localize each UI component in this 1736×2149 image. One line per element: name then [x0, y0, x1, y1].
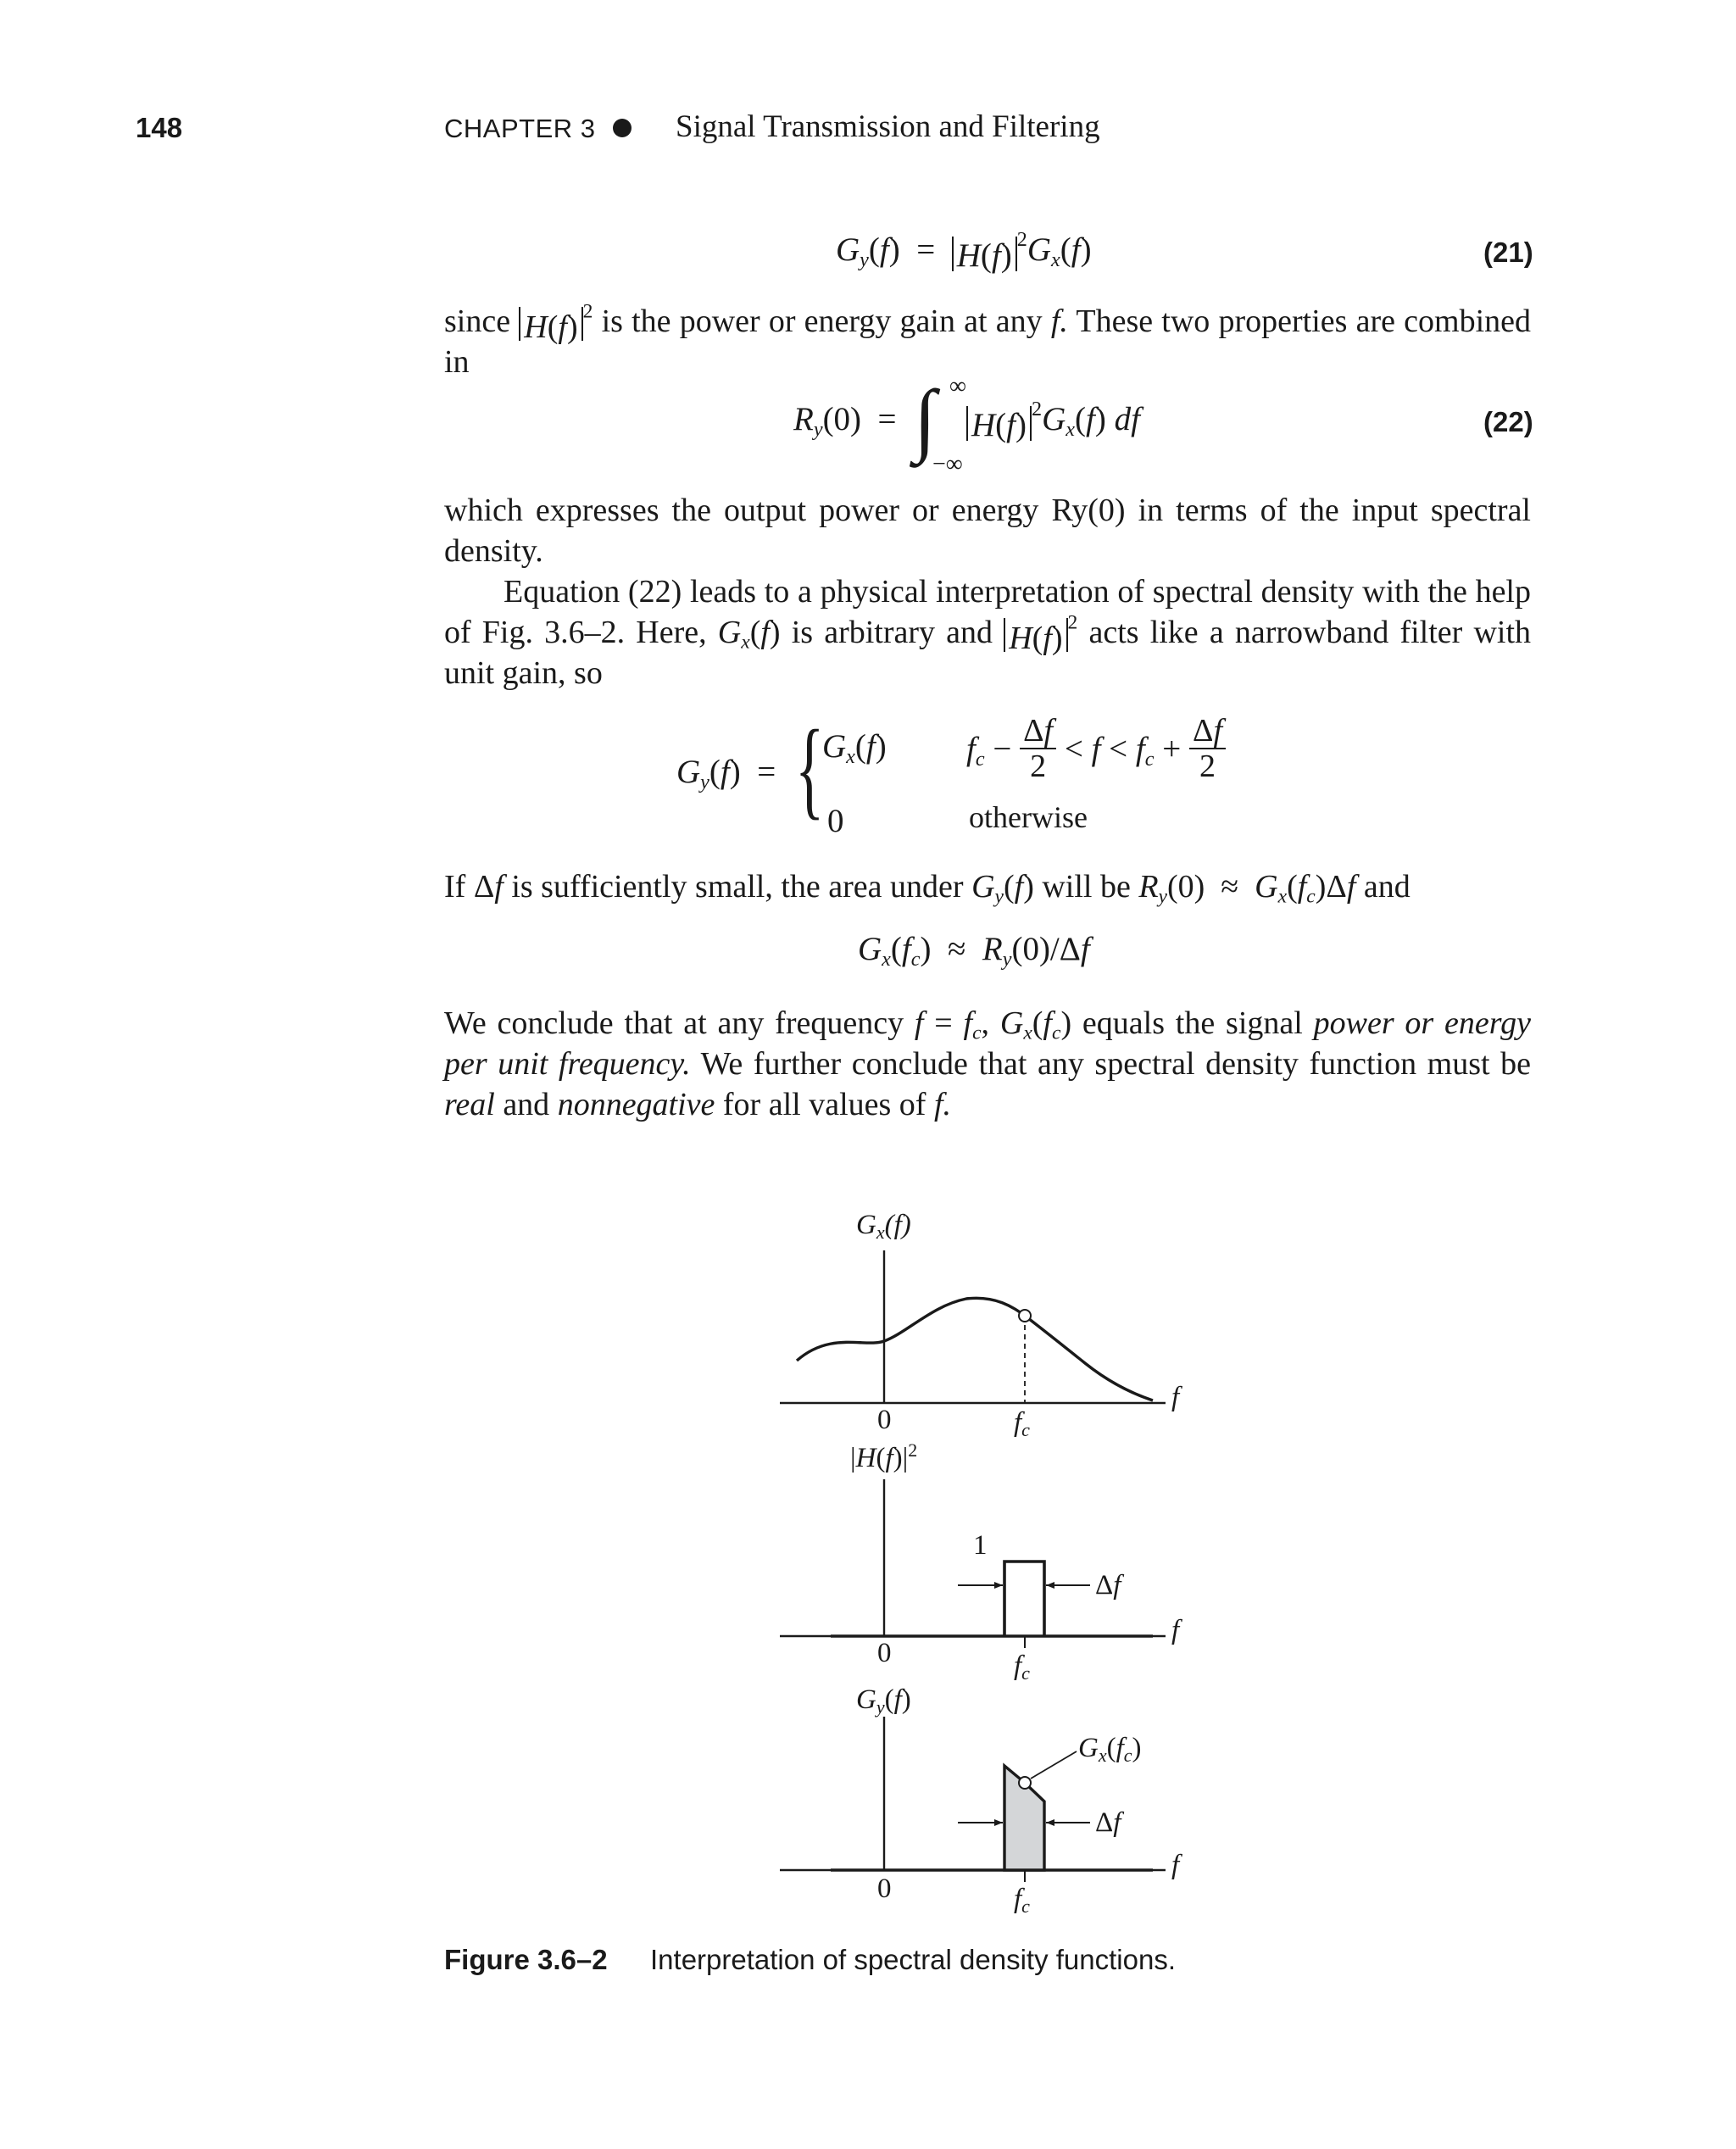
chapter-label: CHAPTER 3	[444, 114, 596, 143]
integral-sign: ∫	[914, 373, 937, 464]
piecewise-brace: {	[795, 708, 825, 830]
panel-gx	[780, 1210, 1182, 1440]
integral-upper-limit: ∞	[949, 373, 966, 399]
equation-22-integrand: H(f) $^2G_x(f)$ df	[966, 400, 1140, 441]
panel3-f: f	[1171, 1850, 1180, 1880]
panel-gy	[780, 1684, 1182, 1916]
piecewise-case-1-value: $G_x(f)$	[822, 728, 887, 768]
piecewise-case-2-value: 0	[827, 803, 844, 839]
figure-caption-text: Interpretation of spectral density functions.	[650, 1944, 1177, 1975]
piecewise-case-1-condition: $f_c$ − $\frac{\Delta f}{2}$ < f < $f_c$ + $\frac{\Delta f}{2}$	[966, 714, 1226, 783]
bullet-separator	[613, 119, 632, 137]
gx-fc-leader-line	[1031, 1751, 1077, 1779]
panel-h	[780, 1439, 1182, 1684]
equation-22: $R_y(0)$ =	[793, 401, 897, 441]
panel1-zero: 0	[877, 1405, 892, 1435]
gx-fc-point	[1019, 1310, 1031, 1322]
equation-gx-fc: $G_x(f_c) \approx R_y(0)/\Delta f$	[858, 931, 1090, 971]
panel1-f: f	[1171, 1382, 1180, 1412]
running-title: Signal Transmission and Filtering	[676, 109, 1100, 144]
integral-lower-limit: −∞	[932, 451, 963, 477]
piecewise-lhs: $G_y(f)$ =	[676, 754, 776, 793]
paragraph-2: which expresses the output power or energy Ry(0) in terms of the input spectral density.	[444, 493, 1531, 569]
equation-22-number: (22)	[1483, 406, 1533, 437]
paragraph-1: since H(f) $^2$ is the power or energy gain at any f. These two properties are combined in	[444, 300, 1532, 380]
panel3-gx-fc-label: Gx(fc)	[1078, 1733, 1142, 1766]
h-rect-pulse	[1004, 1562, 1044, 1636]
page-number: 148	[136, 112, 183, 143]
panel1-fc: fc	[1014, 1407, 1030, 1440]
panel2-label: $|H(f)|^2$	[850, 1439, 918, 1473]
panel2-fc: fc	[1014, 1651, 1030, 1684]
gy-fc-point	[1019, 1777, 1031, 1789]
panel3-fc: fc	[1014, 1884, 1030, 1916]
figure-3-6-2	[763, 1187, 1221, 1916]
piecewise-case-2-condition: otherwise	[969, 800, 1088, 834]
panel2-delta-f: Δf	[1095, 1570, 1121, 1601]
panel2-zero: 0	[877, 1638, 892, 1668]
paragraph-5: We conclude that at any frequency $f = f_c$, $G_x(f_c)$ equals the signal power or energy per unit frequency. We further conclude that any spectral density function must be real and nonnegative for all values of f.	[444, 1005, 1532, 1122]
equation-21-number: (21)	[1483, 237, 1533, 268]
equation-21: $G_y(f) = H(f)$ $^2G_x(f)$	[836, 228, 1092, 275]
paragraph-4: If Δf is sufficiently small, the area under $G_y(f)$ will be $R_y(0) \approx G_x(f_c)\Delta f$ and	[444, 869, 1410, 908]
panel3-zero: 0	[877, 1873, 892, 1904]
panel3-delta-f: Δf	[1095, 1807, 1121, 1838]
figure-caption-label: Figure 3.6–2	[444, 1944, 608, 1975]
panel2-one: 1	[973, 1530, 988, 1561]
panel3-label: Gy(f)	[856, 1684, 911, 1718]
gx-curve	[797, 1298, 1153, 1400]
panel2-f: f	[1171, 1615, 1180, 1645]
panel1-label: Gx(f)	[856, 1210, 911, 1243]
paragraph-3: Equation (22) leads to a physical interpretation of spectral density with the help of Fig. 3.6–2. Here, $G_x(f)$ is arbitrary and H(f) $^2$ acts like a narrowband filter with unit gain, so	[444, 574, 1532, 691]
